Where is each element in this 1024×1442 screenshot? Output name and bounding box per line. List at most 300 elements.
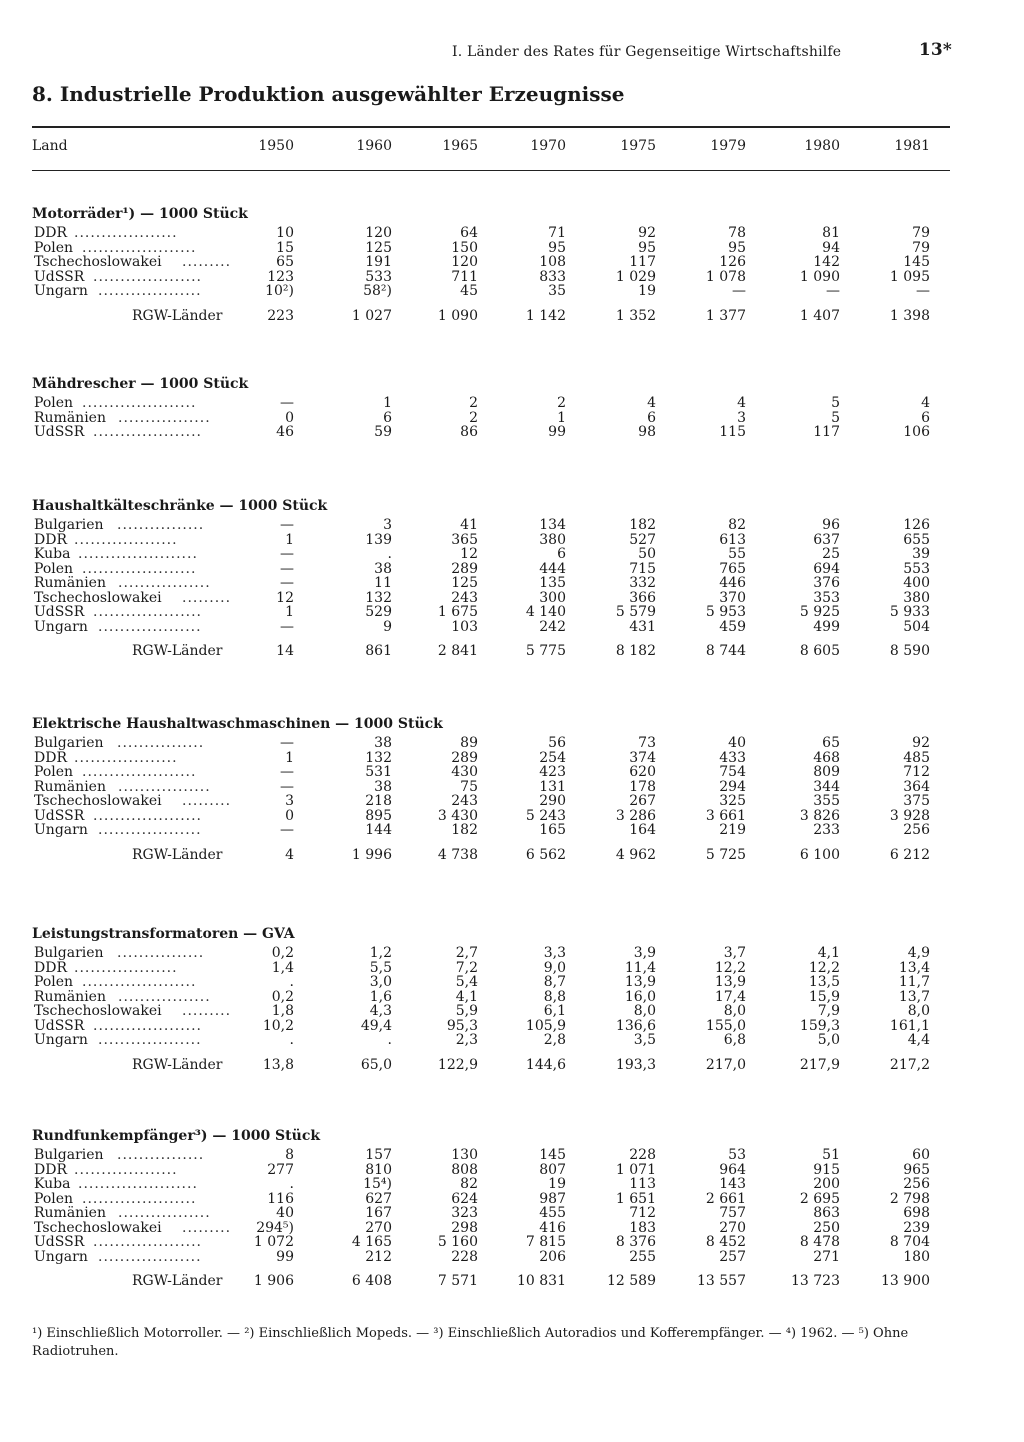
table-cell: 1 996 — [351, 846, 392, 863]
country-name: Rumänien — [34, 1205, 106, 1221]
table-cell: 78 — [728, 225, 746, 241]
table-cell: 8 376 — [615, 1234, 656, 1250]
table-cell: 1 — [285, 604, 294, 620]
table-cell: 1 377 — [705, 307, 746, 324]
table-cell: 6 — [383, 409, 392, 426]
table-cell: — — [280, 560, 294, 577]
table-cell: 5,0 — [817, 1032, 840, 1048]
table-cell: — — [280, 517, 294, 533]
table-cell: — — [732, 283, 746, 299]
total-label: RGW-Länder — [132, 846, 223, 863]
table-cell: 14 — [276, 643, 294, 659]
table-cell: 1 072 — [253, 1234, 294, 1250]
table-cell: 613 — [719, 531, 746, 548]
table-cell: 325 — [719, 793, 746, 809]
country-name: Polen — [34, 239, 74, 256]
table-cell: 98 — [638, 424, 656, 440]
table-cell: 4,1 — [455, 988, 478, 1005]
table-cell: 1 407 — [799, 307, 840, 324]
leader-dots: ................... — [74, 1161, 178, 1178]
table-cell: 8,0 — [723, 1003, 746, 1019]
table-cell: 96 — [822, 517, 840, 533]
table-cell: 1 352 — [615, 307, 656, 324]
table-row — [32, 794, 950, 809]
country-name: Bulgarien — [34, 1147, 104, 1163]
table-cell: 218 — [365, 793, 392, 809]
table-cell: 6 562 — [525, 846, 566, 863]
table-cell: 257 — [719, 1248, 746, 1265]
table-cell: 5 — [831, 395, 840, 411]
table-cell: 624 — [451, 1190, 478, 1207]
table-cell: 1 090 — [437, 307, 478, 324]
leader-dots: ......... — [182, 254, 232, 270]
country-name: UdSSR — [34, 604, 85, 620]
table-cell: 7,9 — [817, 1003, 840, 1019]
table-cell: 332 — [629, 575, 656, 591]
table-cell: 89 — [460, 735, 478, 751]
table-cell: 92 — [638, 225, 656, 241]
table-cell: 711 — [451, 268, 478, 285]
top-rule — [32, 126, 950, 128]
leader-dots: ......... — [182, 589, 232, 606]
table-cell: 627 — [365, 1190, 392, 1207]
table-row — [32, 270, 950, 285]
table-cell: 6 100 — [799, 846, 840, 863]
table-cell: 50 — [638, 546, 656, 562]
leader-dots: ...................... — [78, 546, 198, 562]
total-row — [32, 307, 950, 325]
table-cell: 39 — [912, 546, 930, 562]
table-cell: 810 — [365, 1161, 392, 1178]
table-cell: 807 — [539, 1161, 566, 1178]
table-cell: 416 — [539, 1219, 566, 1236]
table-cell: 164 — [629, 822, 656, 838]
table-cell: 7 571 — [437, 1273, 478, 1289]
table-cell: — — [280, 546, 294, 562]
table-cell: 25 — [822, 546, 840, 562]
table-row — [32, 736, 950, 751]
table-row — [32, 1192, 950, 1207]
table-cell: 38 — [374, 735, 392, 751]
table-row — [32, 396, 950, 411]
table-cell: 95 — [548, 239, 566, 256]
country-name: DDR — [34, 749, 67, 766]
table-cell: 105,9 — [525, 1017, 566, 1034]
table-cell: — — [280, 735, 294, 751]
total-label: RGW-Länder — [132, 1056, 223, 1073]
table-cell: 861 — [365, 643, 392, 659]
table-cell: 217,0 — [705, 1056, 746, 1073]
table-cell: 10 — [276, 225, 294, 241]
table-cell: 1 398 — [889, 307, 930, 324]
table-cell: 13,9 — [624, 974, 656, 990]
table-cell: 712 — [903, 764, 930, 780]
section-title: Leistungstransformatoren — GVA — [32, 926, 295, 942]
table-cell: 132 — [365, 589, 392, 606]
country-name: Tschechoslowakei — [34, 254, 162, 270]
header-rule — [32, 170, 950, 171]
table-cell: 228 — [629, 1147, 656, 1163]
section-title: Rundfunkempfänger³) — 1000 Stück — [32, 1128, 321, 1144]
total-label: RGW-Länder — [132, 643, 223, 659]
total-label: RGW-Länder — [132, 307, 223, 324]
table-cell: 38 — [374, 560, 392, 577]
table-row — [32, 255, 950, 270]
total-row — [32, 846, 950, 864]
table-cell: 4,9 — [907, 945, 930, 961]
table-cell: 808 — [451, 1161, 478, 1178]
table-row — [32, 605, 950, 620]
table-row — [32, 591, 950, 606]
table-cell: 46 — [276, 424, 294, 440]
table-cell: 5 — [831, 409, 840, 426]
table-cell: 1 095 — [889, 268, 930, 285]
table-cell: 65 — [822, 735, 840, 751]
table-cell: 444 — [539, 560, 566, 577]
table-row — [32, 823, 950, 838]
table-cell: 366 — [629, 589, 656, 606]
table-cell: 79 — [912, 225, 930, 241]
table-cell: 3 — [383, 517, 392, 533]
table-cell: 183 — [629, 1219, 656, 1236]
table-cell: 965 — [903, 1161, 930, 1178]
table-cell: 233 — [813, 822, 840, 838]
column-header-year: 1975 — [620, 138, 656, 154]
table-cell: 95 — [728, 239, 746, 256]
table-cell: 1 071 — [615, 1161, 656, 1178]
table-row — [32, 809, 950, 824]
table-cell: 131 — [539, 778, 566, 795]
table-cell: 117 — [813, 424, 840, 440]
table-cell: 12,2 — [714, 959, 746, 976]
table-cell: 10 831 — [517, 1273, 566, 1289]
table-cell: 374 — [629, 749, 656, 766]
table-row — [32, 1221, 950, 1236]
table-cell: 3 — [285, 793, 294, 809]
table-cell: 468 — [813, 749, 840, 766]
table-cell: 370 — [719, 589, 746, 606]
table-cell: 915 — [813, 1161, 840, 1178]
table-cell: 637 — [813, 531, 840, 548]
table-cell: 987 — [539, 1190, 566, 1207]
country-name: Bulgarien — [34, 735, 104, 751]
country-name: Ungarn — [34, 283, 88, 299]
table-cell: 1 — [285, 749, 294, 766]
table-row — [32, 1019, 950, 1034]
table-cell: — — [280, 822, 294, 838]
table-cell: 40 — [728, 735, 746, 751]
table-cell: 13,8 — [262, 1056, 294, 1073]
table-cell: 250 — [813, 1219, 840, 1236]
table-cell: 56 — [548, 735, 566, 751]
table-row — [32, 533, 950, 548]
table-cell: 4 — [737, 395, 746, 411]
table-cell: 270 — [719, 1219, 746, 1236]
table-cell: 715 — [629, 560, 656, 577]
table-cell: 8 452 — [705, 1234, 746, 1250]
column-header-year: 1960 — [356, 138, 392, 154]
table-row — [32, 226, 950, 241]
table-row — [32, 1033, 950, 1048]
running-header — [452, 40, 952, 60]
table-cell: 11 — [374, 575, 392, 591]
table-cell: 254 — [539, 749, 566, 766]
table-row — [32, 425, 950, 440]
leader-dots: ................. — [118, 1205, 211, 1221]
table-cell: 38 — [374, 778, 392, 795]
table-cell: 95,3 — [446, 1017, 478, 1034]
table-cell: 2,3 — [455, 1032, 478, 1048]
table-cell: 86 — [460, 424, 478, 440]
table-cell: 833 — [539, 268, 566, 285]
table-cell: 3,9 — [633, 945, 656, 961]
total-row — [32, 1056, 950, 1074]
table-cell: 15 — [276, 239, 294, 256]
table-cell: 270 — [365, 1219, 392, 1236]
table-cell: 4 — [921, 395, 930, 411]
table-cell: 17,4 — [714, 988, 746, 1005]
table-cell: 300 — [539, 589, 566, 606]
table-cell: 12,2 — [808, 959, 840, 976]
table-cell: 3 826 — [799, 807, 840, 824]
table-cell: 2 — [469, 409, 478, 426]
table-cell: 5 725 — [705, 846, 746, 863]
table-cell: 99 — [548, 424, 566, 440]
table-cell: 1 090 — [799, 268, 840, 285]
table-cell: 143 — [719, 1176, 746, 1192]
table-cell: 94 — [822, 239, 840, 256]
column-header-land: Land — [32, 138, 68, 154]
country-name: DDR — [34, 959, 67, 976]
table-cell: 60 — [912, 1147, 930, 1163]
table-cell: 4 962 — [615, 846, 656, 863]
table-cell: 139 — [365, 531, 392, 548]
table-row — [32, 241, 950, 256]
table-cell: 698 — [903, 1205, 930, 1221]
footnotes: ¹) Einschließlich Motorroller. — ²) Einschließlich Mopeds. — ³) Einschließlich Autoradios und Kofferempfänger. — ⁴) 1962. — ⁵) Ohne Radiotruhen. — [32, 1326, 909, 1359]
table-cell: 13 557 — [697, 1273, 746, 1289]
table-cell: 3,0 — [369, 974, 392, 990]
table-cell: 533 — [365, 268, 392, 285]
table-cell: 0,2 — [271, 988, 294, 1005]
table-cell: 757 — [719, 1205, 746, 1221]
table-cell: . — [289, 1176, 294, 1192]
table-cell: 82 — [460, 1176, 478, 1192]
table-cell: 135 — [539, 575, 566, 591]
table-cell: 423 — [539, 764, 566, 780]
table-cell: 5 953 — [705, 604, 746, 620]
table-cell: 355 — [813, 793, 840, 809]
table-cell: 4,3 — [369, 1003, 392, 1019]
country-name: Ungarn — [34, 822, 88, 838]
table-cell: 655 — [903, 531, 930, 548]
table-cell: 5 579 — [615, 604, 656, 620]
leader-dots: ................... — [74, 749, 178, 766]
table-cell: 431 — [629, 618, 656, 635]
table-cell: 122,9 — [437, 1056, 478, 1073]
leader-dots: ................. — [118, 988, 211, 1005]
table-row — [32, 1250, 950, 1265]
table-cell: 7 815 — [525, 1234, 566, 1250]
table-cell: 6 — [557, 546, 566, 562]
table-cell: 433 — [719, 749, 746, 766]
table-cell: 13,4 — [898, 959, 930, 976]
table-cell: . — [289, 974, 294, 990]
table-cell: 108 — [539, 254, 566, 270]
table-cell: 5,9 — [455, 1003, 478, 1019]
country-name: Tschechoslowakei — [34, 793, 162, 809]
leader-dots: ................. — [118, 409, 211, 426]
leader-dots: ................. — [118, 575, 211, 591]
leader-dots: ..................... — [82, 764, 197, 780]
total-row — [32, 1272, 950, 1290]
table-row — [32, 990, 950, 1005]
table-cell: 71 — [548, 225, 566, 241]
table-row — [32, 284, 950, 299]
leader-dots: ................. — [118, 778, 211, 795]
table-cell: 11,4 — [624, 959, 656, 976]
column-header-year: 1970 — [530, 138, 566, 154]
leader-dots: ................ — [117, 1147, 205, 1163]
leader-dots: .................... — [93, 1017, 203, 1034]
table-cell: 895 — [365, 807, 392, 824]
table-cell: 3,3 — [543, 945, 566, 961]
table-cell: 9,0 — [543, 959, 566, 976]
table-cell: 298 — [451, 1219, 478, 1236]
country-name: UdSSR — [34, 807, 85, 824]
table-cell: 65,0 — [360, 1056, 392, 1073]
section-title: Haushaltkälteschränke — 1000 Stück — [32, 498, 328, 514]
table-cell: 3 430 — [437, 807, 478, 824]
table-cell: 485 — [903, 749, 930, 766]
section — [32, 926, 950, 1074]
table-cell: 4 — [647, 395, 656, 411]
table-cell: 3,5 — [633, 1032, 656, 1048]
table-row — [32, 562, 950, 577]
table-cell: 8,0 — [633, 1003, 656, 1019]
leader-dots: .................... — [93, 424, 203, 440]
section-title: Mähdrescher — 1000 Stück — [32, 376, 249, 392]
leader-dots: ................... — [98, 1248, 202, 1265]
table-cell: 277 — [267, 1161, 294, 1178]
table-cell: 123 — [267, 268, 294, 285]
table-cell: 5 933 — [889, 604, 930, 620]
table-cell: 2,7 — [455, 945, 478, 961]
table-cell: 1 — [383, 395, 392, 411]
table-cell: 82 — [728, 517, 746, 533]
table-cell: 256 — [903, 1176, 930, 1192]
table-cell: 1 078 — [705, 268, 746, 285]
table-cell: 2 — [557, 395, 566, 411]
leader-dots: .................... — [93, 268, 203, 285]
table-cell: 255 — [629, 1248, 656, 1265]
total-row — [32, 642, 950, 660]
table-cell: 6,8 — [723, 1032, 746, 1048]
table-cell: 430 — [451, 764, 478, 780]
column-header-year: 1980 — [804, 138, 840, 154]
table-cell: 103 — [451, 618, 478, 635]
leader-dots: ................... — [74, 959, 178, 976]
country-name: Kuba — [34, 546, 71, 562]
table-cell: 45 — [460, 283, 478, 299]
table-cell: 13 900 — [881, 1273, 930, 1289]
table-cell: 212 — [365, 1248, 392, 1265]
table-cell: — — [826, 283, 840, 299]
table-cell: 527 — [629, 531, 656, 548]
table-cell: 10,2 — [262, 1017, 294, 1034]
leader-dots: ..................... — [82, 239, 197, 256]
table-row — [32, 1177, 950, 1192]
table-cell: 0 — [285, 807, 294, 824]
table-cell: 12 589 — [607, 1273, 656, 1289]
table-cell: 13 723 — [791, 1273, 840, 1289]
table-cell: 41 — [460, 517, 478, 533]
table-cell: 400 — [903, 575, 930, 591]
table-cell: 49,4 — [360, 1017, 392, 1034]
table-cell: 344 — [813, 778, 840, 795]
table-cell: 4 — [285, 846, 294, 863]
table-cell: 5 775 — [525, 643, 566, 659]
table-cell: 8 744 — [705, 643, 746, 659]
table-row — [32, 975, 950, 990]
column-header-year: 1979 — [710, 138, 746, 154]
table-cell: 64 — [460, 225, 478, 241]
table-cell: 380 — [903, 589, 930, 606]
table-cell: 73 — [638, 735, 656, 751]
leader-dots: ................ — [117, 735, 205, 751]
table-cell: 3 661 — [705, 807, 746, 824]
table-cell: 8,7 — [543, 974, 566, 990]
leader-dots: ................... — [98, 1032, 202, 1048]
table-row — [32, 518, 950, 533]
table-cell: — — [916, 283, 930, 299]
leader-dots: .................... — [93, 1234, 203, 1250]
country-name: Polen — [34, 560, 74, 577]
table-cell: 182 — [629, 517, 656, 533]
section-title: Elektrische Haushaltwaschmaschinen — 1000 Stück — [32, 716, 443, 732]
table-cell: — — [280, 575, 294, 591]
table-cell: 180 — [903, 1248, 930, 1265]
country-name: Polen — [34, 1190, 74, 1207]
section — [32, 1128, 950, 1290]
table-row — [32, 946, 950, 961]
table-cell: 157 — [365, 1147, 392, 1163]
table-cell: 178 — [629, 778, 656, 795]
table-cell: 55 — [728, 546, 746, 562]
table-row — [32, 620, 950, 635]
table-cell: 15⁴) — [363, 1176, 392, 1192]
table-cell: 13,7 — [898, 988, 930, 1005]
leader-dots: ................... — [98, 822, 202, 838]
table-cell: 126 — [903, 517, 930, 533]
table-cell: 144,6 — [525, 1056, 566, 1073]
table-cell: 256 — [903, 822, 930, 838]
table-cell: 754 — [719, 764, 746, 780]
table-cell: 5 925 — [799, 604, 840, 620]
table-row — [32, 1206, 950, 1221]
table-cell: 294⁵) — [256, 1219, 294, 1236]
table-cell: 380 — [539, 531, 566, 548]
table-cell: 863 — [813, 1205, 840, 1221]
table-row — [32, 547, 950, 562]
table-cell: 271 — [813, 1248, 840, 1265]
leader-dots: ................... — [74, 225, 178, 241]
table-cell: 364 — [903, 778, 930, 795]
running-title: I. Länder des Rates für Gegenseitige Wirtschaftshilfe — [452, 44, 842, 60]
table-cell: 11,7 — [898, 974, 930, 990]
table-cell: 75 — [460, 778, 478, 795]
table-cell: 167 — [365, 1205, 392, 1221]
